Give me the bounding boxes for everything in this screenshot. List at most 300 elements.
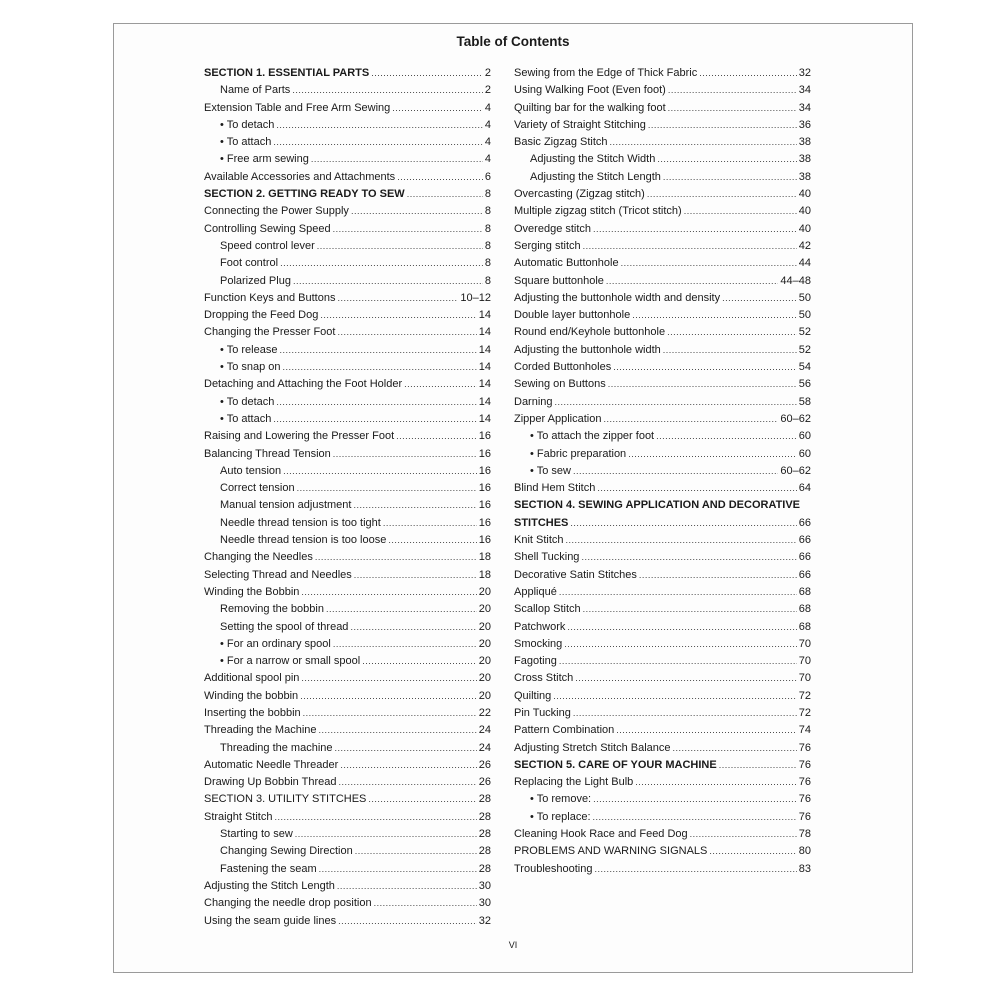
toc-entry-page: 76 bbox=[798, 776, 811, 789]
toc-entry-page: 4 bbox=[484, 118, 491, 131]
toc-leader-dots bbox=[663, 171, 797, 183]
toc-leader-dots bbox=[632, 309, 797, 321]
toc-entry-title: SECTION 4. SEWING APPLICATION AND DECORATIVE bbox=[514, 499, 801, 512]
toc-leader-dots bbox=[635, 776, 797, 788]
toc-leader-dots bbox=[566, 534, 797, 546]
toc-entry-title: Shell Tucking bbox=[514, 551, 580, 564]
toc-entry bbox=[514, 724, 811, 741]
toc-leader-dots bbox=[283, 361, 477, 373]
toc-entry-page: 16 bbox=[478, 482, 491, 495]
toc-entry-title: • To remove: bbox=[530, 793, 592, 806]
toc-entry bbox=[514, 551, 811, 568]
toc-entry-page: 50 bbox=[798, 309, 811, 322]
toc-entry bbox=[514, 67, 811, 84]
toc-entry-title: Connecting the Power Supply bbox=[204, 205, 349, 218]
toc-leader-dots bbox=[663, 344, 797, 356]
toc-entry bbox=[204, 361, 491, 378]
toc-entry-title: Smocking bbox=[514, 637, 563, 650]
toc-entry bbox=[514, 690, 811, 707]
toc-entry bbox=[204, 309, 491, 326]
toc-entry-page: 38 bbox=[798, 170, 811, 183]
toc-entry bbox=[204, 171, 491, 188]
toc-leader-dots bbox=[301, 586, 476, 598]
toc-leader-dots bbox=[273, 413, 476, 425]
toc-entry-title: PROBLEMS AND WARNING SIGNALS bbox=[514, 845, 708, 858]
toc-entry bbox=[204, 465, 491, 482]
toc-entry bbox=[204, 102, 491, 119]
toc-leader-dots bbox=[355, 845, 477, 857]
toc-entry bbox=[204, 430, 491, 447]
toc-entry-page: 20 bbox=[478, 620, 491, 633]
toc-entry-page: 30 bbox=[478, 897, 491, 910]
toc-entry-title: Basic Zigzag Stitch bbox=[514, 136, 608, 149]
toc-entry-title: Straight Stitch bbox=[204, 810, 273, 823]
toc-entry bbox=[204, 569, 491, 586]
toc-entry-page: 16 bbox=[478, 516, 491, 529]
toc-entry-page: 2 bbox=[484, 84, 491, 97]
toc-entry bbox=[204, 759, 491, 776]
toc-entry bbox=[514, 223, 811, 240]
toc-leader-dots bbox=[606, 275, 778, 287]
toc-entry bbox=[514, 413, 811, 430]
toc-entry-title: Zipper Application bbox=[514, 412, 602, 425]
toc-entry-page: 20 bbox=[478, 637, 491, 650]
toc-entry-page: 70 bbox=[798, 672, 811, 685]
toc-leader-dots bbox=[668, 102, 797, 114]
toc-entry-page: 44 bbox=[798, 257, 811, 270]
toc-leader-dots bbox=[388, 534, 476, 546]
toc-entry bbox=[514, 396, 811, 413]
toc-entry bbox=[204, 534, 491, 551]
toc-entry-page: 8 bbox=[484, 188, 491, 201]
toc-entry-page: 20 bbox=[478, 672, 491, 685]
toc-leader-dots bbox=[610, 136, 797, 148]
toc-entry-title: Sewing on Buttons bbox=[514, 378, 606, 391]
toc-entry-title: Corded Buttonholes bbox=[514, 361, 612, 374]
toc-entry bbox=[514, 171, 811, 188]
document-page bbox=[113, 23, 913, 973]
toc-entry-title: Needle thread tension is too tight bbox=[220, 516, 381, 529]
toc-entry-title: Adjusting Stretch Stitch Balance bbox=[514, 741, 671, 754]
toc-entry-page: 60–62 bbox=[780, 412, 811, 425]
toc-entry-page: 68 bbox=[798, 603, 811, 616]
toc-entry-page: 66 bbox=[798, 534, 811, 547]
toc-entry-page: 52 bbox=[798, 326, 811, 339]
toc-entry bbox=[204, 707, 491, 724]
toc-entry bbox=[514, 828, 811, 845]
toc-entry-title: Removing the bobbin bbox=[220, 603, 324, 616]
toc-leader-dots bbox=[722, 292, 797, 304]
toc-entry-title: SECTION 2. GETTING READY TO SEW bbox=[204, 188, 405, 201]
toc-entry-title: Overcasting (Zigzag stitch) bbox=[514, 188, 645, 201]
toc-leader-dots bbox=[553, 690, 796, 702]
toc-leader-dots bbox=[709, 845, 796, 857]
toc-entry-title: • For a narrow or small spool bbox=[220, 655, 361, 668]
toc-entry bbox=[204, 638, 491, 655]
toc-entry bbox=[204, 413, 491, 430]
toc-entry-page: 60 bbox=[798, 447, 811, 460]
toc-leader-dots bbox=[581, 551, 796, 563]
toc-entry-title: Using Walking Foot (Even foot) bbox=[514, 84, 666, 97]
toc-leader-dots bbox=[333, 448, 477, 460]
toc-leader-dots bbox=[273, 136, 483, 148]
toc-leader-dots bbox=[292, 84, 483, 96]
toc-entry-page: 26 bbox=[478, 758, 491, 771]
toc-entry bbox=[514, 102, 811, 119]
toc-leader-dots bbox=[315, 551, 477, 563]
toc-leader-dots bbox=[404, 378, 477, 390]
toc-entry bbox=[204, 188, 491, 205]
toc-entry-page: 54 bbox=[798, 361, 811, 374]
toc-entry-page: 76 bbox=[798, 758, 811, 771]
toc-entry-title: • To release bbox=[220, 343, 278, 356]
toc-entry bbox=[204, 742, 491, 759]
toc-entry bbox=[514, 136, 811, 153]
toc-entry bbox=[204, 690, 491, 707]
toc-entry-title: Cleaning Hook Race and Feed Dog bbox=[514, 828, 688, 841]
toc-leader-dots bbox=[371, 67, 483, 79]
toc-entry bbox=[514, 309, 811, 326]
toc-entry bbox=[204, 863, 491, 880]
toc-leader-dots bbox=[311, 153, 483, 165]
toc-entry-title: Available Accessories and Attachments bbox=[204, 170, 396, 183]
toc-entry bbox=[204, 655, 491, 672]
toc-entry-title: SECTION 1. ESSENTIAL PARTS bbox=[204, 67, 370, 79]
toc-entry bbox=[514, 119, 811, 136]
toc-left-column bbox=[204, 67, 491, 932]
toc-entry bbox=[514, 586, 811, 603]
toc-entry-title: Correct tension bbox=[220, 482, 295, 495]
toc-entry bbox=[204, 396, 491, 413]
toc-entry-title: Multiple zigzag stitch (Tricot stitch) bbox=[514, 205, 682, 218]
toc-entry-title: SECTION 5. CARE OF YOUR MACHINE bbox=[514, 758, 717, 771]
toc-leader-dots bbox=[276, 119, 482, 131]
toc-leader-dots bbox=[351, 205, 483, 217]
toc-entry-title: Double layer buttonhole bbox=[514, 309, 631, 322]
toc-leader-dots bbox=[583, 603, 797, 615]
toc-leader-dots bbox=[648, 119, 797, 131]
toc-entry-title: Square buttonhole bbox=[514, 274, 604, 287]
toc-leader-dots bbox=[719, 759, 797, 771]
toc-entry-title: Controlling Sewing Speed bbox=[204, 222, 331, 235]
toc-entry-title: • To sew bbox=[530, 464, 571, 477]
toc-leader-dots bbox=[297, 482, 477, 494]
toc-entry-page: 16 bbox=[478, 534, 491, 547]
toc-leader-dots bbox=[559, 655, 797, 667]
toc-entry-title: Speed control lever bbox=[220, 239, 315, 252]
toc-entry bbox=[204, 448, 491, 465]
toc-entry-page: 58 bbox=[798, 395, 811, 408]
toc-entry-page: 52 bbox=[798, 343, 811, 356]
toc-entry-title: Quilting bar for the walking foot bbox=[514, 101, 666, 114]
toc-entry bbox=[514, 863, 811, 880]
toc-entry-page: 68 bbox=[798, 620, 811, 633]
toc-entry bbox=[514, 482, 811, 499]
toc-leader-dots bbox=[594, 863, 796, 875]
toc-entry bbox=[514, 153, 811, 170]
toc-entry bbox=[204, 257, 491, 274]
toc-entry-page: 60 bbox=[798, 430, 811, 443]
toc-entry-title: • Free arm sewing bbox=[220, 153, 309, 166]
toc-entry bbox=[204, 517, 491, 534]
toc-leader-dots bbox=[593, 793, 797, 805]
toc-entry-title: Inserting the bobbin bbox=[204, 706, 301, 719]
toc-leader-dots bbox=[616, 724, 796, 736]
toc-leader-dots bbox=[628, 448, 797, 460]
toc-entry bbox=[514, 759, 811, 776]
toc-leader-dots bbox=[573, 707, 797, 719]
toc-leader-dots bbox=[283, 465, 477, 477]
toc-leader-dots bbox=[295, 828, 477, 840]
toc-leader-dots bbox=[293, 275, 483, 287]
toc-entry-title: Foot control bbox=[220, 257, 279, 270]
toc-entry-title: Threading the machine bbox=[220, 741, 333, 754]
toc-leader-dots bbox=[326, 603, 477, 615]
toc-entry-page: 20 bbox=[478, 585, 491, 598]
toc-leader-dots bbox=[354, 569, 477, 581]
toc-leader-dots bbox=[374, 897, 477, 909]
toc-entry-title: • To snap on bbox=[220, 361, 281, 374]
toc-entry-title: Function Keys and Buttons bbox=[204, 291, 336, 304]
toc-entry-page: 78 bbox=[798, 828, 811, 841]
toc-entry bbox=[204, 603, 491, 620]
toc-entry-page: 76 bbox=[798, 810, 811, 823]
toc-entry-title: Overedge stitch bbox=[514, 222, 592, 235]
toc-entry bbox=[514, 292, 811, 309]
toc-entry-page: 28 bbox=[478, 810, 491, 823]
toc-entry-page: 14 bbox=[478, 395, 491, 408]
toc-entry-title: Blind Hem Stitch bbox=[514, 482, 596, 495]
toc-leader-dots bbox=[621, 257, 797, 269]
toc-entry-title: • To replace: bbox=[530, 810, 591, 823]
toc-entry-page: 28 bbox=[478, 828, 491, 841]
toc-entry-title: Starting to sew bbox=[220, 828, 293, 841]
toc-entry-title: Raising and Lowering the Presser Foot bbox=[204, 430, 395, 443]
toc-entry bbox=[514, 569, 811, 586]
toc-entry-title: Decorative Satin Stitches bbox=[514, 568, 637, 581]
toc-entry bbox=[514, 742, 811, 759]
toc-entry-page: 10–12 bbox=[460, 291, 491, 304]
toc-entry-page: 36 bbox=[798, 118, 811, 131]
toc-entry-title: Darning bbox=[514, 395, 553, 408]
toc-leader-dots bbox=[333, 638, 477, 650]
toc-entry-page: 8 bbox=[484, 222, 491, 235]
toc-entry-title: Variety of Straight Stitching bbox=[514, 118, 646, 131]
toc-entry-page: 14 bbox=[478, 326, 491, 339]
toc-entry-title: Needle thread tension is too loose bbox=[220, 534, 387, 547]
toc-entry bbox=[204, 672, 491, 689]
toc-entry-title: Balancing Thread Tension bbox=[204, 447, 331, 460]
toc-entry-page: 14 bbox=[478, 343, 491, 356]
toc-entry bbox=[204, 344, 491, 361]
toc-entry bbox=[204, 499, 491, 516]
toc-entry-page: 8 bbox=[484, 257, 491, 270]
toc-entry-title: • To detach bbox=[220, 395, 275, 408]
toc-entry-title: Drawing Up Bobbin Thread bbox=[204, 776, 337, 789]
toc-entry bbox=[204, 136, 491, 153]
toc-leader-dots bbox=[667, 326, 797, 338]
toc-leader-dots bbox=[274, 811, 476, 823]
toc-entry bbox=[204, 811, 491, 828]
toc-entry bbox=[204, 586, 491, 603]
toc-entry bbox=[204, 326, 491, 343]
toc-entry-title: STITCHES bbox=[514, 516, 569, 529]
toc-leader-dots bbox=[570, 517, 796, 529]
toc-entry-page: 28 bbox=[478, 793, 491, 806]
toc-entry-page: 16 bbox=[478, 499, 491, 512]
toc-entry-page: 83 bbox=[798, 862, 811, 875]
toc-entry bbox=[204, 84, 491, 101]
toc-entry-title: Threading the Machine bbox=[204, 724, 317, 737]
toc-entry bbox=[514, 326, 811, 343]
toc-entry-page: 40 bbox=[798, 188, 811, 201]
toc-leader-dots bbox=[279, 344, 476, 356]
toc-entry bbox=[514, 448, 811, 465]
toc-entry-page: 66 bbox=[798, 568, 811, 581]
toc-entry-title: Patchwork bbox=[514, 620, 566, 633]
toc-entry-title: Serging stitch bbox=[514, 239, 581, 252]
toc-entry-title: • To attach the zipper foot bbox=[530, 430, 655, 443]
toc-entry bbox=[204, 793, 491, 810]
toc-entry bbox=[514, 638, 811, 655]
toc-entry-page: 40 bbox=[798, 205, 811, 218]
toc-entry-title: Fastening the seam bbox=[220, 862, 317, 875]
toc-entry-page: 56 bbox=[798, 378, 811, 391]
toc-leader-dots bbox=[333, 223, 483, 235]
toc-leader-dots bbox=[555, 396, 797, 408]
toc-entry-page: 6 bbox=[484, 170, 491, 183]
toc-leader-dots bbox=[564, 638, 796, 650]
toc-entry-title: Replacing the Light Bulb bbox=[514, 776, 634, 789]
toc-entry-title: Winding the Bobbin bbox=[204, 585, 300, 598]
toc-leader-dots bbox=[673, 742, 797, 754]
toc-entry-page: 32 bbox=[798, 67, 811, 79]
toc-entry bbox=[204, 724, 491, 741]
toc-entry bbox=[514, 465, 811, 482]
toc-entry-page: 50 bbox=[798, 291, 811, 304]
toc-leader-dots bbox=[559, 586, 797, 598]
toc-leader-dots bbox=[597, 482, 796, 494]
toc-entry bbox=[514, 188, 811, 205]
toc-entry bbox=[514, 534, 811, 551]
toc-entry bbox=[204, 223, 491, 240]
toc-entry bbox=[514, 84, 811, 101]
toc-entry-title: Scallop Stitch bbox=[514, 603, 581, 616]
toc-leader-dots bbox=[608, 378, 797, 390]
toc-leader-dots bbox=[656, 430, 797, 442]
toc-entry bbox=[514, 776, 811, 793]
toc-entry bbox=[204, 621, 491, 638]
toc-entry bbox=[514, 655, 811, 672]
toc-entry bbox=[514, 845, 811, 862]
toc-entry-title: Winding the bobbin bbox=[204, 689, 299, 702]
toc-entry-page: 66 bbox=[798, 551, 811, 564]
toc-entry bbox=[204, 828, 491, 845]
toc-entry-title: Adjusting the buttonhole width and density bbox=[514, 291, 721, 304]
toc-leader-dots bbox=[353, 499, 476, 511]
toc-entry-page: 70 bbox=[798, 637, 811, 650]
toc-entry-title: • Fabric preparation bbox=[530, 447, 627, 460]
toc-entry-title: Changing the Needles bbox=[204, 551, 313, 564]
toc-leader-dots bbox=[407, 188, 483, 200]
toc-entry-title: Sewing from the Edge of Thick Fabric bbox=[514, 67, 698, 79]
toc-entry bbox=[204, 880, 491, 897]
toc-entry-page: 42 bbox=[798, 239, 811, 252]
toc-entry-page: 2 bbox=[484, 67, 491, 79]
toc-entry bbox=[514, 707, 811, 724]
toc-entry-page: 8 bbox=[484, 239, 491, 252]
toc-entry-page: 38 bbox=[798, 136, 811, 149]
toc-entry-title: Name of Parts bbox=[220, 84, 291, 97]
toc-entry-page: 28 bbox=[478, 845, 491, 858]
toc-entry bbox=[514, 430, 811, 447]
toc-entry bbox=[514, 621, 811, 638]
toc-leader-dots bbox=[583, 240, 797, 252]
toc-entry bbox=[514, 240, 811, 257]
toc-leader-dots bbox=[337, 880, 477, 892]
toc-entry bbox=[204, 67, 491, 84]
toc-entry-title: • To attach bbox=[220, 136, 272, 149]
toc-entry-page: 18 bbox=[478, 551, 491, 564]
toc-entry-page: 26 bbox=[478, 776, 491, 789]
toc-entry-title: Automatic Needle Threader bbox=[204, 758, 339, 771]
toc-leader-dots bbox=[657, 153, 796, 165]
page-number: VI bbox=[508, 940, 518, 950]
toc-leader-dots bbox=[613, 361, 797, 373]
toc-entry-page: 4 bbox=[484, 101, 491, 114]
toc-entry bbox=[514, 378, 811, 395]
toc-entry-page: 4 bbox=[484, 153, 491, 166]
toc-entry-page: 20 bbox=[478, 689, 491, 702]
toc-entry-title: Round end/Keyhole buttonhole bbox=[514, 326, 666, 339]
toc-entry-title: Manual tension adjustment bbox=[220, 499, 352, 512]
toc-leader-dots bbox=[301, 672, 476, 684]
toc-entry bbox=[514, 517, 811, 534]
toc-entry-title: Extension Table and Free Arm Sewing bbox=[204, 101, 391, 114]
toc-leader-dots bbox=[337, 326, 476, 338]
toc-leader-dots bbox=[368, 793, 476, 805]
toc-entry-title: Auto tension bbox=[220, 464, 282, 477]
toc-leader-dots bbox=[338, 776, 476, 788]
toc-entry bbox=[204, 275, 491, 292]
toc-entry-title: Using the seam guide lines bbox=[204, 914, 337, 927]
toc-entry-page: 66 bbox=[798, 516, 811, 529]
toc-entry-title: Pattern Combination bbox=[514, 724, 615, 737]
toc-entry-title: Knit Stitch bbox=[514, 534, 564, 547]
toc-entry bbox=[514, 361, 811, 378]
toc-entry-page: 70 bbox=[798, 655, 811, 668]
toc-entry-title: • For an ordinary spool bbox=[220, 637, 331, 650]
toc-entry bbox=[514, 499, 811, 516]
toc-leader-dots bbox=[647, 188, 797, 200]
toc-entry-title: Changing the needle drop position bbox=[204, 897, 372, 910]
toc-entry-title: Fagoting bbox=[514, 655, 557, 668]
toc-entry-title: Pin Tucking bbox=[514, 706, 571, 719]
toc-entry-title: Appliqué bbox=[514, 585, 557, 598]
toc-entry-title: Adjusting the Stitch Length bbox=[530, 170, 661, 183]
toc-entry-page: 64 bbox=[798, 482, 811, 495]
toc-entry bbox=[514, 793, 811, 810]
toc-entry-page: 44–48 bbox=[780, 274, 811, 287]
toc-leader-dots bbox=[573, 465, 778, 477]
toc-entry-title: Setting the spool of thread bbox=[220, 620, 349, 633]
toc-entry-title: Troubleshooting bbox=[514, 862, 593, 875]
toc-entry bbox=[514, 672, 811, 689]
toc-leader-dots bbox=[320, 309, 476, 321]
toc-entry-page: 18 bbox=[478, 568, 491, 581]
toc-entry bbox=[204, 205, 491, 222]
toc-entry-page: 8 bbox=[484, 274, 491, 287]
